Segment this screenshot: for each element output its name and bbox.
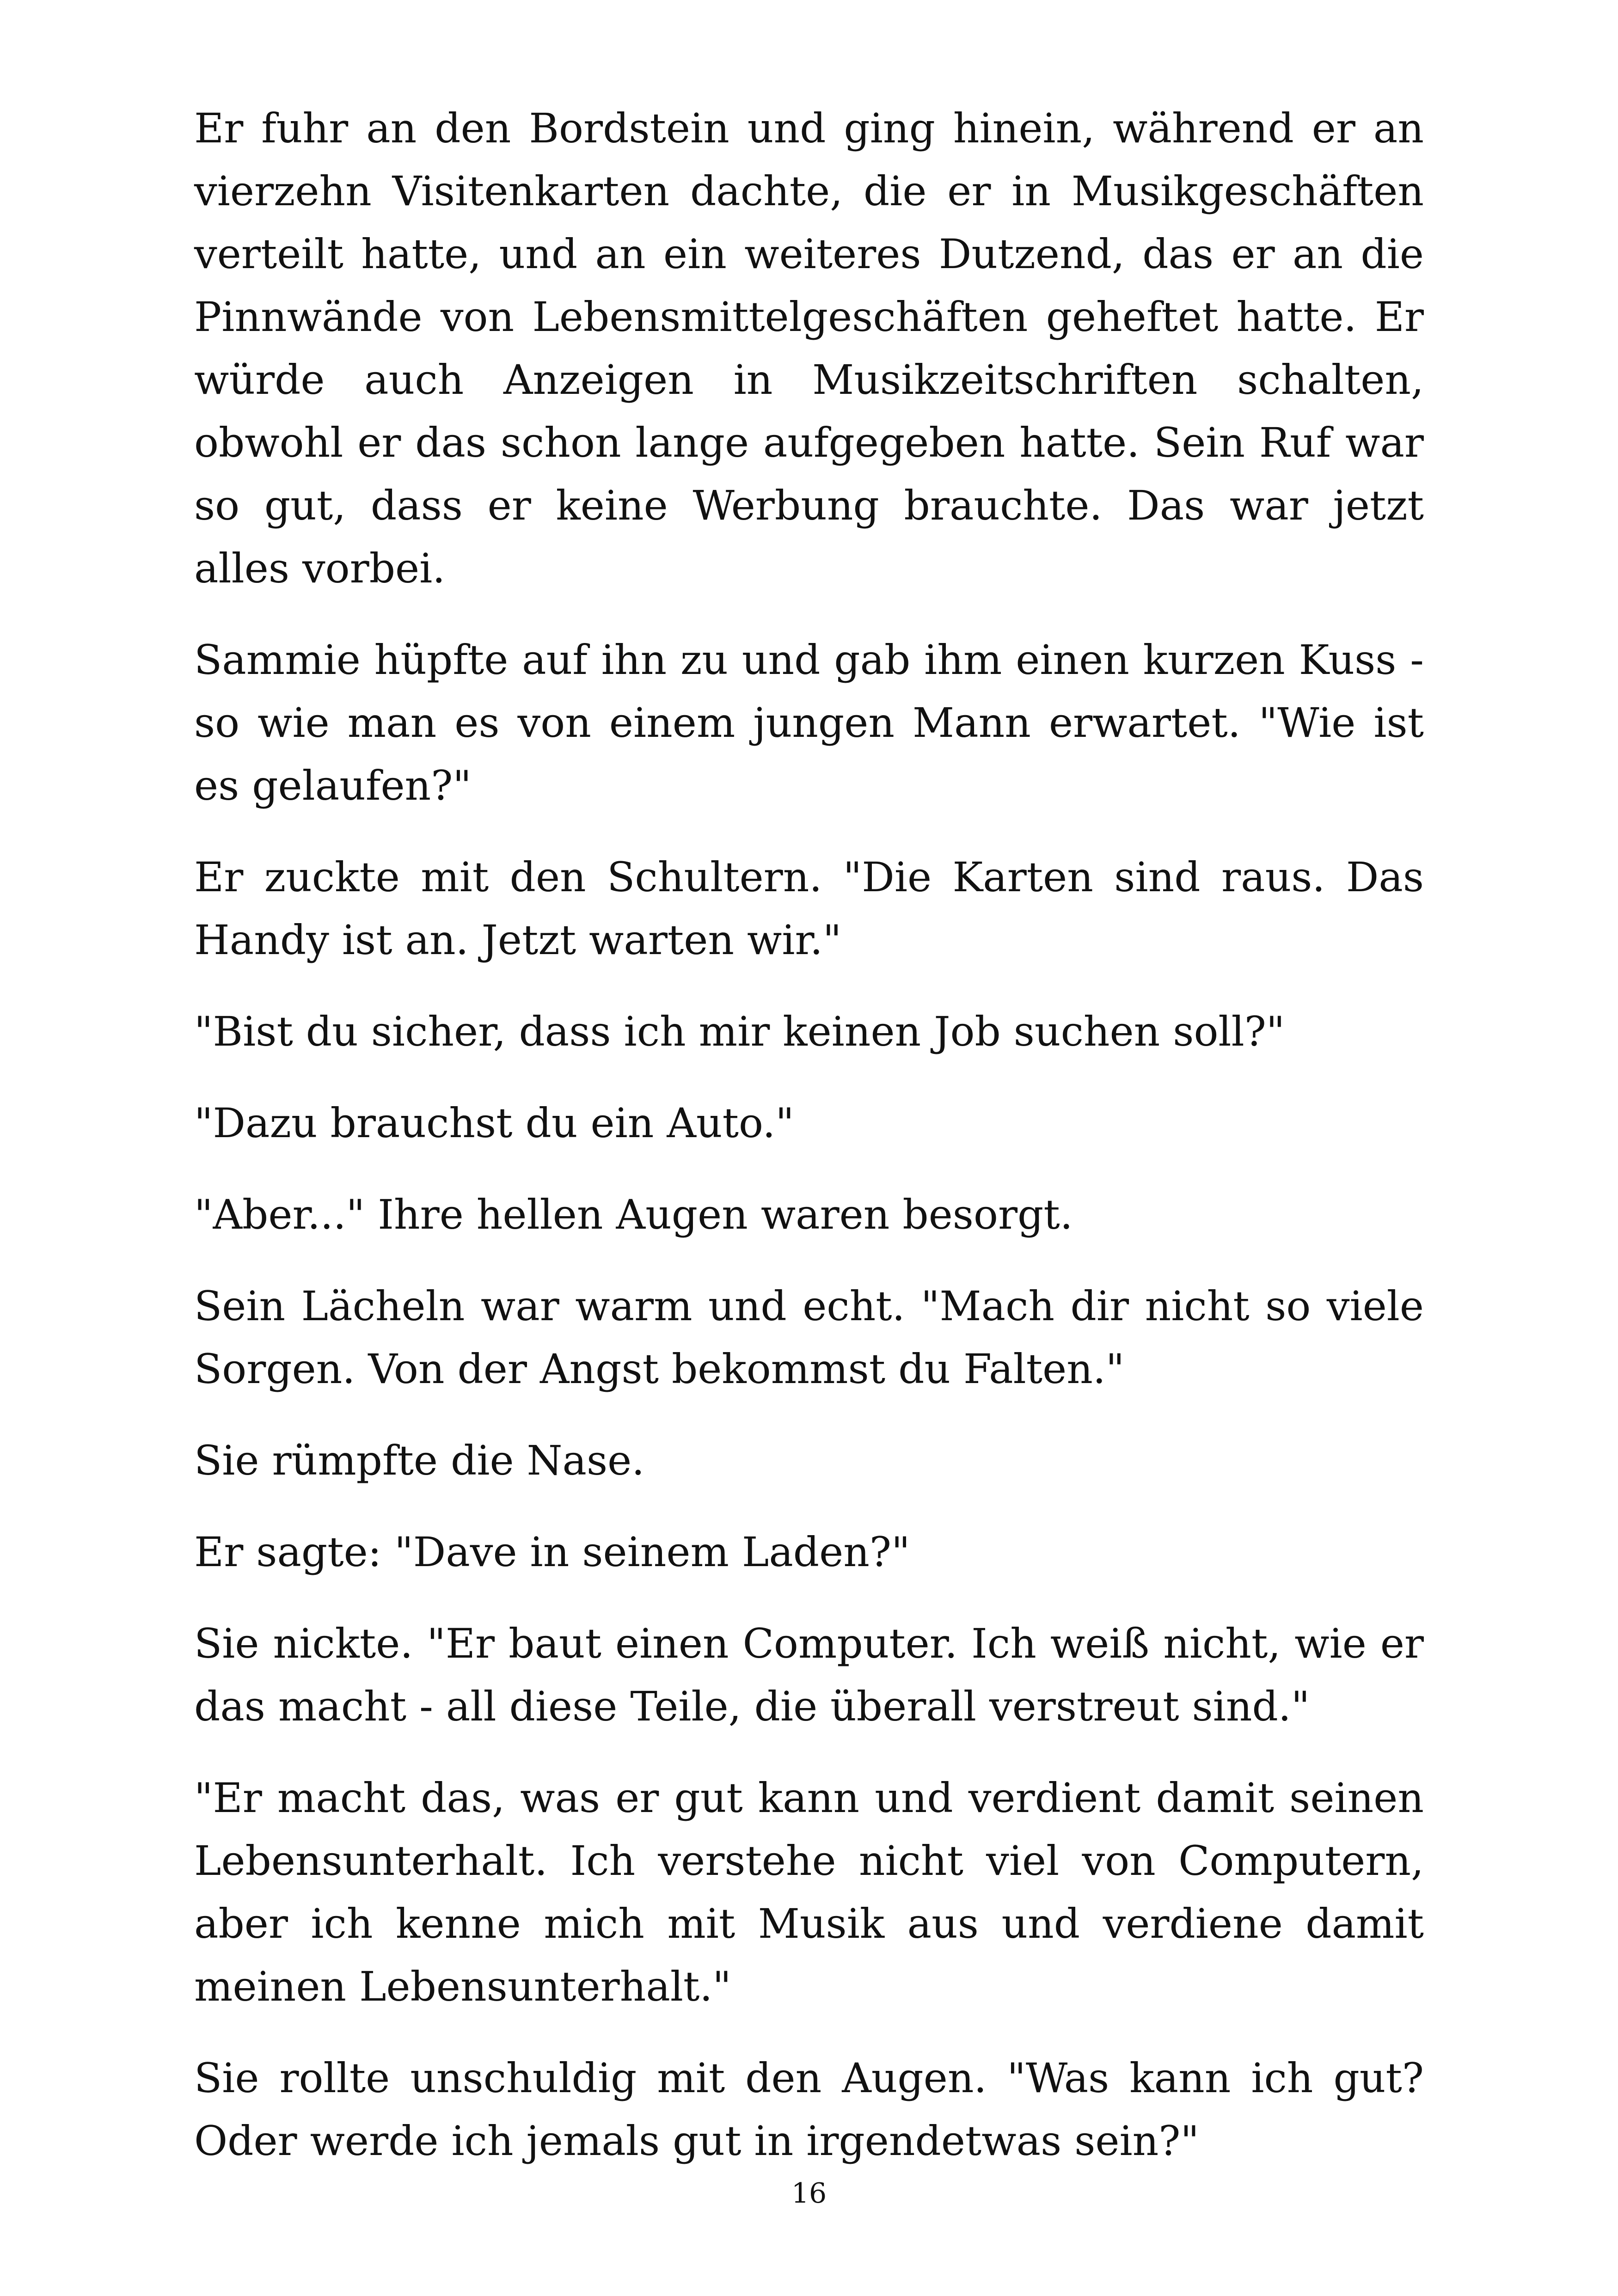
paragraph: "Dazu brauchst du ein Auto." bbox=[194, 1099, 794, 1147]
paragraph: Er zuckte mit den Schultern. "Die Karten sind raus. Das Handy ist an. Jetzt warten wir." bbox=[194, 853, 1424, 964]
paragraph: "Bist du sicher, dass ich mir keinen Job suchen soll?" bbox=[194, 1008, 1285, 1055]
paragraph: Er fuhr an den Bordstein und ging hinein, während er an vierzehn Visitenkarten dachte, die er in Musikgeschäften verteilt hatte, und an ein weiteres Dutzend, das er an die Pinnwände von Lebensmittelgeschäften geheftet hatte. Er würde auch Anzeigen in Musikzeitschriften schalten, obwohl er das schon lange aufgegeben hatte. Sein Ruf war so gut, dass er keine Werbung brauchte. Das war jetzt alles vorbei. bbox=[194, 104, 1424, 592]
paragraph: Sie rollte unschuldig mit den Augen. "Was kann ich gut? Oder werde ich jemals gut in irgendetwas sein?" bbox=[194, 2054, 1424, 2165]
paragraph: Sie nickte. "Er baut einen Computer. Ich weiß nicht, wie er das macht - all diese Teile, die überall verstreut sind." bbox=[194, 1620, 1424, 1730]
paragraph: "Er macht das, was er gut kann und verdient damit seinen Lebensunterhalt. Ich verstehe nicht viel von Computern, aber ich kenne mich mit Musik aus und verdiene damit meinen Lebensunterhalt." bbox=[194, 1774, 1424, 2010]
paragraph: Sammie hüpfte auf ihn zu und gab ihm einen kurzen Kuss - so wie man es von einem jungen Mann erwartet. "Wie ist es gelaufen?" bbox=[194, 636, 1424, 809]
paragraph: Sein Lächeln war warm und echt. "Mach dir nicht so viele Sorgen. Von der Angst bekommst du Falten." bbox=[194, 1282, 1424, 1393]
body-text bbox=[194, 97, 1424, 2201]
page-number: 16 bbox=[791, 2177, 827, 2210]
paragraph: Sie rümpfte die Nase. bbox=[194, 1437, 645, 1484]
paragraph: Er sagte: "Dave in seinem Laden?" bbox=[194, 1528, 910, 1576]
paragraph: "Aber..." Ihre hellen Augen waren besorgt. bbox=[194, 1191, 1073, 1238]
